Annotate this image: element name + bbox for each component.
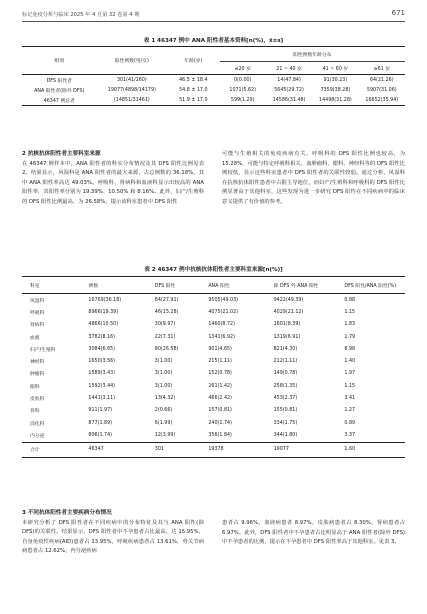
table1-header-cell: 41 ~ 60 岁: [322, 66, 349, 72]
table2-cell: 821(4.30): [273, 346, 298, 352]
table2-cell: 4029(21.12): [273, 309, 304, 315]
table2-cell: 0.89: [344, 420, 356, 426]
running-header: [22, 9, 405, 21]
table2-cell: 肾病科: [30, 323, 45, 329]
section2-right-column: [222, 150, 405, 208]
table2-cell: 8.98: [344, 346, 356, 352]
table2-header-cell: ANA 阳性: [208, 277, 273, 294]
table2-cell: 466(2.42): [208, 396, 232, 402]
table2-total-cell: 19077: [274, 442, 345, 457]
table2-cell: 9422(49.39): [273, 297, 304, 303]
table2-cell: 6(1.99): [154, 420, 173, 426]
table2-cell: 155(0.81): [273, 408, 298, 414]
table2-row: [22, 306, 405, 318]
table2-cell: 901(4.65): [208, 346, 232, 352]
table2-total-cell: 19378: [208, 442, 273, 457]
table1-cell: 301(41/260): [97, 75, 168, 86]
table2-cell: 3(1.00): [154, 359, 173, 365]
table1-header-cell: ≤20 岁: [234, 66, 251, 72]
table2-header-cell: 除 DFS 外 ANA 阳性: [274, 277, 345, 294]
table1-cell: 46347 例总者: [22, 95, 97, 106]
table2-cell: 215(1.11): [208, 359, 232, 365]
table1-cell: 46.5 ± 18.4: [167, 75, 219, 86]
table1-cell: 64(21.26): [359, 75, 405, 86]
table1-cell: 5907(31.06): [366, 87, 397, 93]
table1-cell: 91(30.23): [312, 75, 358, 86]
table1-cell: 5645(29.72): [274, 87, 304, 93]
table2-cell: 261(1.42): [208, 383, 232, 389]
table2-cell: 3.37: [344, 432, 356, 438]
table2-cell: 806(1.74): [88, 432, 113, 438]
table2-cell: 152(0.78): [208, 371, 232, 377]
journal-name: 标记免疫分析与临床 2025 年 4 月第 32 卷第 4 期: [22, 12, 140, 18]
table2-total-cell: 1.60: [344, 442, 405, 457]
table2-cell: 157(0.81): [208, 408, 232, 414]
table1-cell: 14586(31.48): [266, 95, 312, 106]
table1-header-cell: ≥61 岁: [373, 66, 391, 72]
section2-heading: 2 抗核抗体阳性者主要科室来源: [22, 151, 101, 157]
table2-cell: 呼吸科: [30, 310, 45, 316]
table2-row: [22, 429, 405, 442]
table2-cell: 240(1.74): [208, 420, 232, 426]
table2-cell: 1650(3.56): [88, 359, 116, 365]
table1-row: [22, 75, 405, 86]
section2-paragraph: 在 46347 例样本中，ANA 阳性者的科室分布情况及其 DFS 阳性比例见表 2。结果显示，风湿科是 ANA 阳性者的最大来源，占总例数的 36.18%，其中 ANA 阳性率高达 49.03%。呼吸科、肾病科和血液科显示出较高的 ANA 阳性率，其阳性率分别为 19.39%、10.50% 和 8.16%。此外，妇产/生殖科的 DFS 阳性比例最高，为 26.58%，提示该科室患者中 DFS 阳性: [22, 160, 204, 205]
table2-cell: 1592(3.44): [88, 383, 116, 389]
table2-cell: 149(0.78): [273, 371, 298, 377]
table2-caption: 表 2 46347 例中抗核抗体阳性者主要科室来源[n(%)]: [144, 267, 283, 273]
table2-cell: 1589(3.43): [88, 371, 116, 377]
section3-right-column: [222, 519, 405, 548]
table2-cell: 3084(6.65): [88, 346, 116, 352]
table2: [22, 276, 405, 458]
table1-cell: ANA 阳性者(除外 DFS): [34, 88, 85, 94]
table2-cell: 1.27: [344, 408, 356, 414]
table2-cell: 4866(10.50): [88, 322, 119, 328]
table1-cell: 51.9 ± 17.0: [167, 95, 219, 106]
table2-cell: 1441(3.11): [88, 396, 116, 402]
table2-row: [22, 392, 405, 404]
table1-cell: 16652(35.94): [359, 95, 405, 106]
table2-cell: 356(1.84): [208, 432, 232, 438]
table2-cell: 1460(8.72): [208, 322, 235, 328]
table2-cell: 258(1.35): [273, 383, 298, 389]
table2-header-cell: DFS 阳性: [155, 277, 209, 294]
table2-cell: 911(1.97): [88, 408, 113, 414]
table2-total-row: [22, 442, 405, 457]
table2-total-cell: 46347: [88, 442, 154, 457]
table2-cell: 453(2.37): [273, 396, 298, 402]
table2-cell: 4075(21.02): [208, 309, 239, 315]
section3-left-column: [22, 509, 204, 557]
table2-row: [22, 405, 405, 417]
table2-cell: 46(15.28): [154, 309, 179, 315]
table2-cell: 3.41: [344, 396, 356, 402]
table2-cell: 22(7.31): [154, 334, 176, 340]
table2-cell: 1.97: [344, 371, 356, 377]
table2-cell: 风湿科: [30, 298, 45, 304]
table1-cell: 599(1.29): [220, 95, 266, 106]
table1-row: [22, 95, 405, 106]
table2-cell: 1319(6.91): [273, 334, 301, 340]
table1-cell: 19077(4898/14179): [107, 87, 156, 93]
table2-cell: 骨科: [30, 409, 40, 415]
table2-cell: 消化科: [30, 421, 45, 427]
table2-row: [22, 331, 405, 343]
table2-row: [22, 368, 405, 380]
table2-total-cell: 合计: [22, 442, 88, 457]
table1-header-cell: 年龄(岁): [167, 47, 219, 75]
table2-cell: 2(0.66): [154, 408, 173, 414]
table2-cell: 1.79: [344, 334, 356, 340]
table1-cell: 1071(5.62): [229, 87, 257, 93]
table2-cell: 84(27.91): [154, 297, 179, 303]
table2-cell: 344(1.80): [273, 432, 298, 438]
table2-row: [22, 343, 405, 355]
table2-cell: 妇产/生殖科: [30, 347, 56, 353]
table2-cell: 皮肤科: [30, 397, 45, 403]
table2-cell: 0.88: [344, 297, 356, 303]
table2-cell: 3782(8.16): [88, 334, 116, 340]
table2-body: [22, 294, 405, 443]
table1: [22, 46, 405, 106]
table2-cell: 1.83: [344, 322, 356, 328]
table2-total-cell: 301: [155, 442, 209, 457]
section3-paragraph-cont: 患者占 9.96%，血液病患者 8.97%，皮肤病患者占 8.30%，肾病患者占 6.97%。此外，DFS 阳性者中不孕患者占比明显高于 ANA 阳性者(除外 DFS)中不孕患者的比例，提示在不孕患者中 DFS 阳性率高于其他科室。见表 3。: [222, 520, 405, 546]
table2-row: [22, 319, 405, 331]
section3-heading: 3 不同抗体阳性者主要疾病分布情况: [22, 510, 112, 516]
table2-header-cell: DFS 阳性/ANA 阳性(%): [344, 277, 405, 294]
table2-cell: 血液: [30, 335, 40, 341]
table2-cell: 80(26.58): [154, 346, 179, 352]
table1-header-cell: 组别: [22, 47, 97, 75]
page-number: 671: [391, 9, 405, 17]
table2-cell: 1.15: [344, 309, 356, 315]
table2-cell: 神经科: [30, 360, 45, 366]
table2-cell: 9505(49.03): [208, 297, 239, 303]
table2-cell: 1341(6.92): [208, 334, 235, 340]
table2-row: [22, 294, 405, 307]
table2-cell: 16769(36.18): [88, 297, 122, 303]
table2-header-row: [22, 277, 405, 294]
table2-cell: 眼科: [30, 384, 40, 390]
table2-cell: 3(1.00): [154, 383, 173, 389]
table1-cell: 54.8 ± 17.0: [179, 87, 208, 93]
table2-cell: 8966(19.39): [88, 309, 119, 315]
table2-cell: 1.15: [344, 383, 356, 389]
section3-paragraph: 本研究分析了 DFS 阳性者在不同疾病中的分布特征及其与 ANA 阳性(除 DFS)的关联性。结果显示，DFS 阳性者中不孕患者占比最高，达 15.95%，自身免疫性疾病(AID)患者占 13.95%，呼吸疾病患者占 13.61%，骨关节病病患者占 12.62%，内分泌疾病: [22, 519, 204, 555]
table2-row: [22, 355, 405, 367]
table2-cell: 334(1.75): [273, 420, 298, 426]
table2-cell: 212(1.11): [273, 359, 298, 365]
section2-left-column: [22, 150, 204, 208]
table1-row: [22, 85, 405, 95]
table1-header-cell: 21 ~ 40 岁: [276, 66, 302, 72]
table1-cell: 14498(31.28): [312, 95, 358, 106]
table2-cell: 13(4.32): [154, 396, 176, 402]
table1-cell: 0(0.00): [220, 75, 266, 86]
table1-cell: 7359(38.28): [320, 87, 351, 93]
table1-header-cell: 阳性例数(男/女): [97, 47, 168, 75]
table1-cell: 14(47.84): [266, 75, 312, 86]
table2-cell: 877(1.89): [88, 420, 113, 426]
table2-row: [22, 417, 405, 429]
table1-caption: 表 1 46347 例中 ANA 阳性者基本资料[n(%)，x̄±s]: [143, 38, 284, 44]
table2-header-cell: 科室: [22, 277, 88, 294]
table2-cell: 肿瘤科: [30, 372, 45, 378]
table1-cell: (14851/31461): [97, 95, 168, 106]
table2-cell: 12(3.99): [154, 432, 176, 438]
table2-cell: 内分泌: [30, 433, 45, 439]
table2-cell: 1.40: [344, 359, 356, 365]
table1-cell: DFS 阳性者: [22, 75, 97, 86]
table2-header-cell: 例数: [88, 277, 154, 294]
table2-row: [22, 380, 405, 392]
section2-paragraph-cont: 可能与生殖相关的免疫疾病有关。呼吸科的 DFS 阳性比例也较高，为 15.28%，可能与特定呼吸科相关、血肿瘤科、眼科、神经科等的 DFS 阳性比例较低，显示这些科室患者中 DFS 阳性者的关联性较弱。通过分析，风湿科在抗核抗体阳性患者中占据主导地位，而妇产/生殖科和呼吸科的 DFS 阳性比例显著高于其他科室，这些发现为进一步研究 DFS 阳性在不同疾病中的临床意义提供了有价值的参考。: [222, 151, 405, 205]
table1-group-header: 阳性例数年龄分布: [220, 47, 405, 62]
table2-cell: 1601(8.39): [273, 322, 301, 328]
header-rule: [22, 21, 405, 22]
table2-cell: 3(1.00): [154, 371, 173, 377]
table2-cell: 30(9.97): [154, 322, 176, 328]
